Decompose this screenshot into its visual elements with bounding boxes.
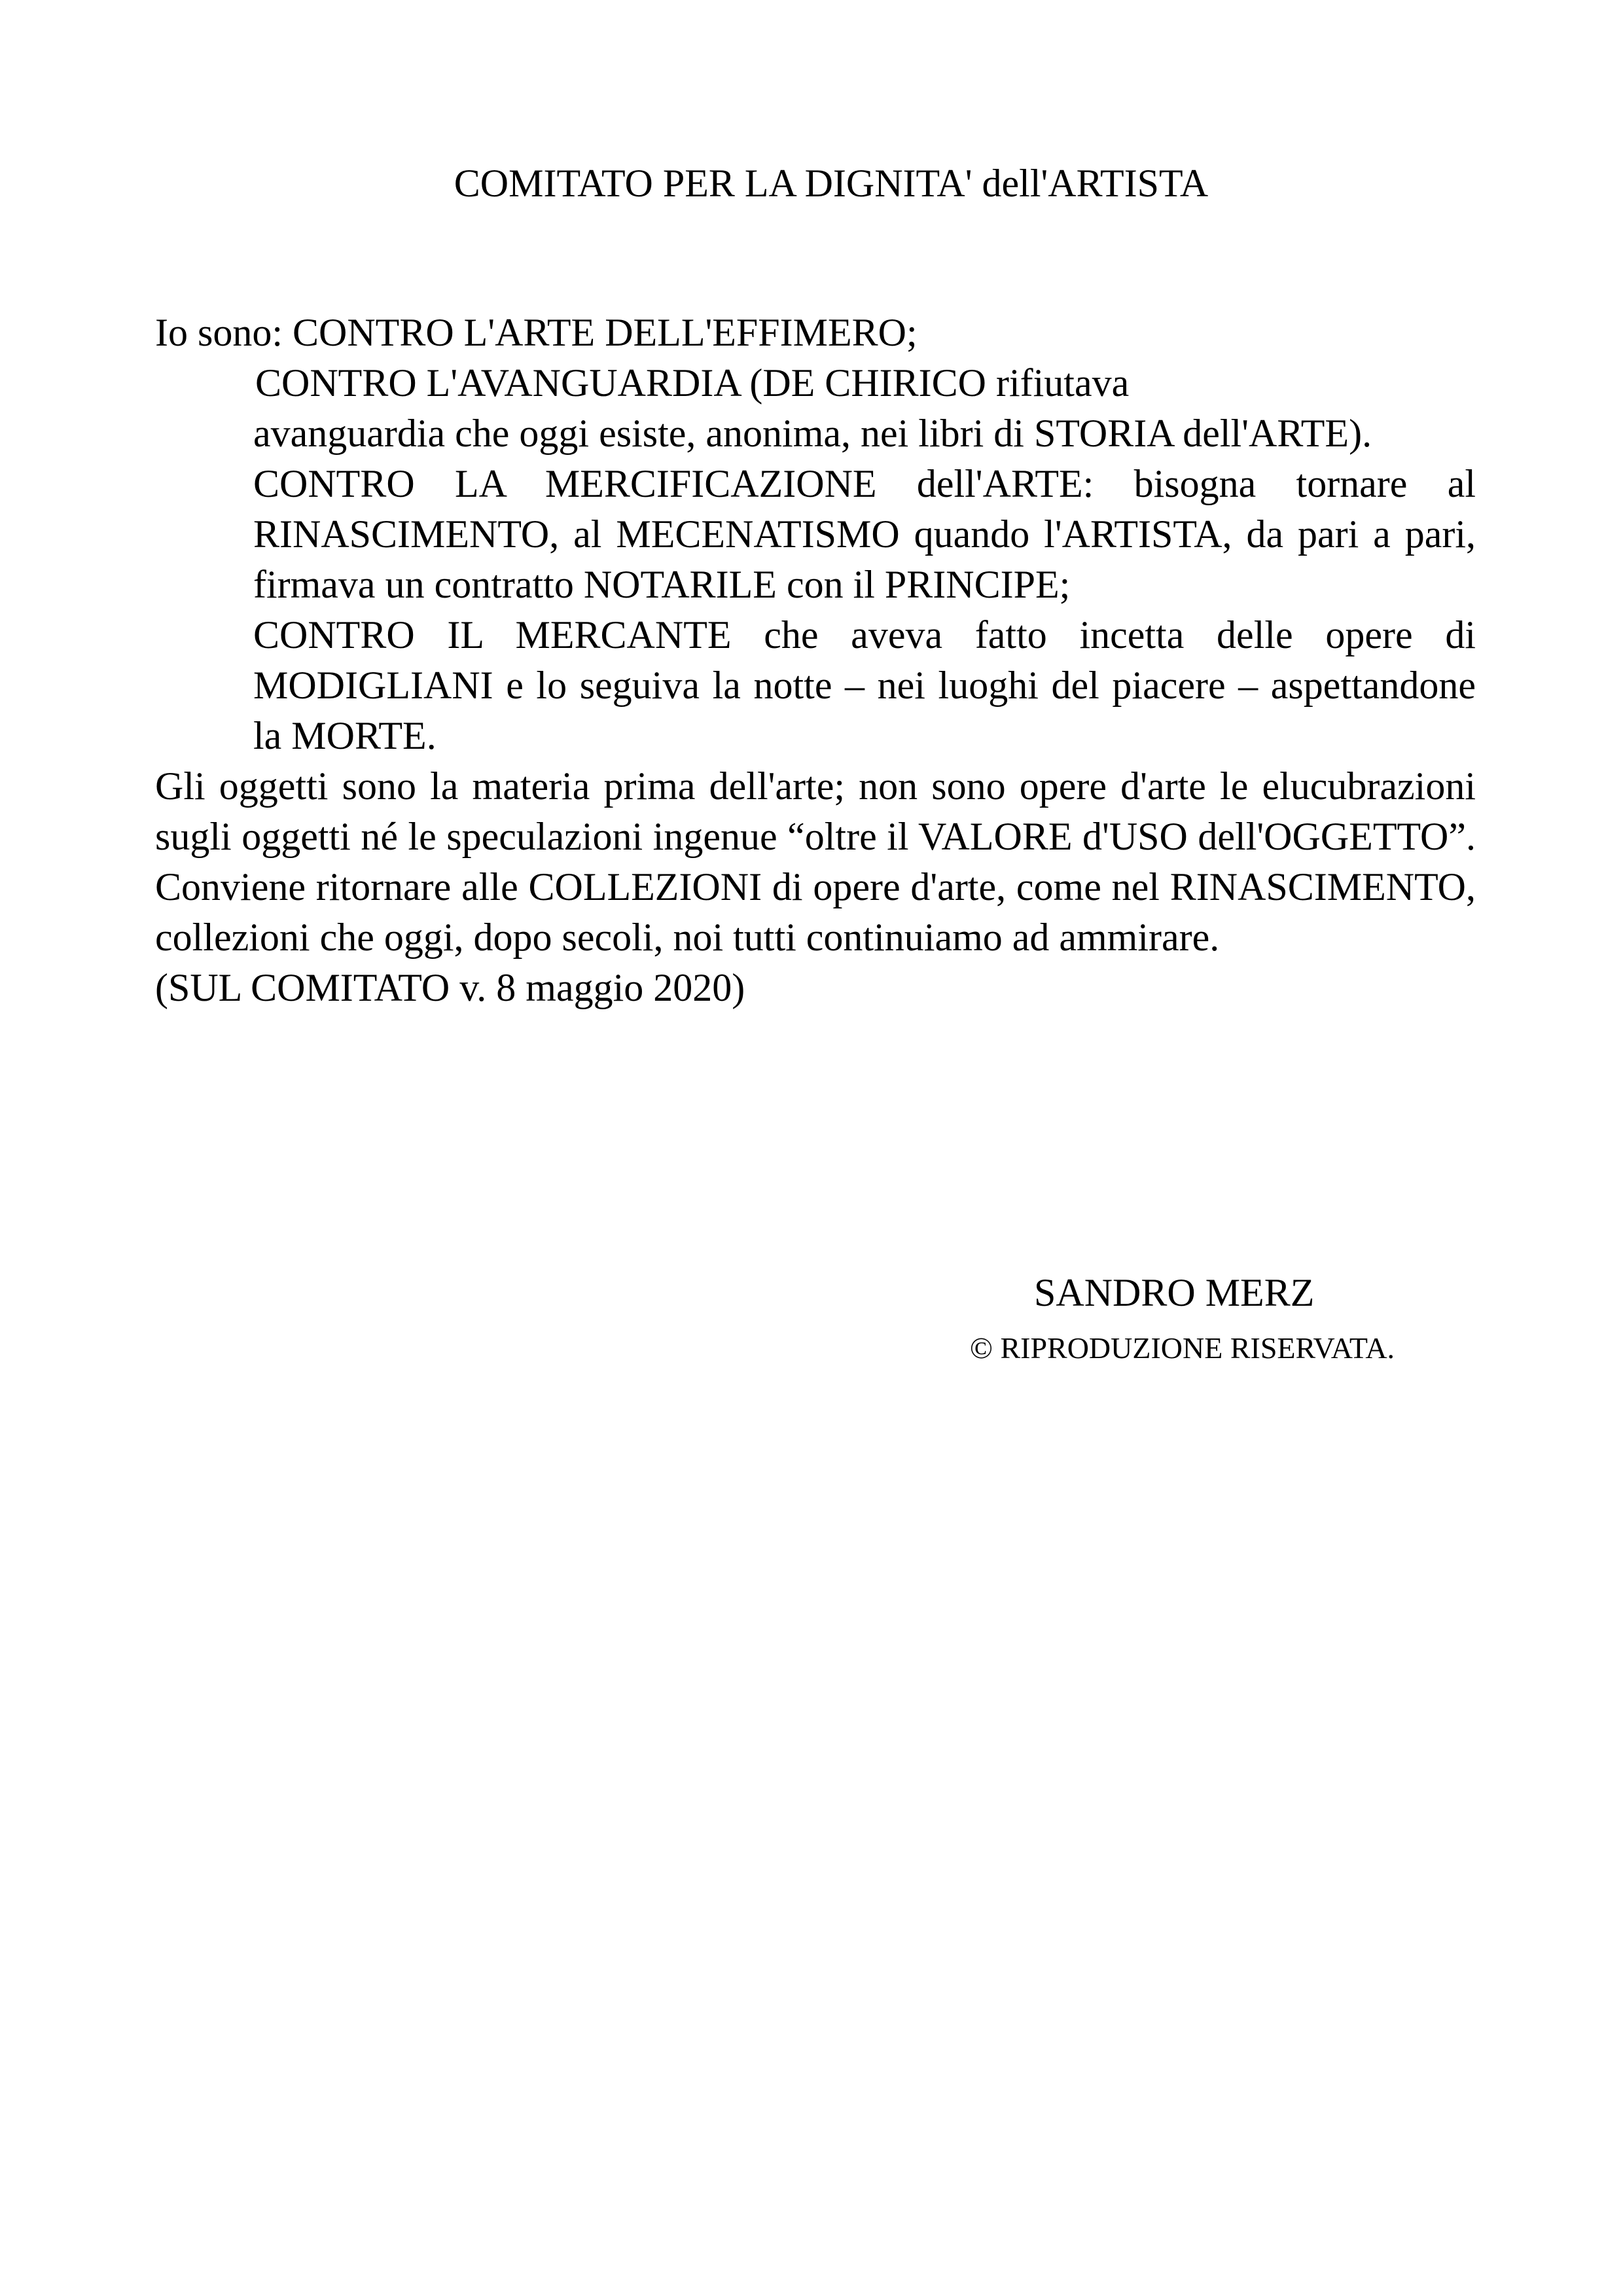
oggetti-paragraph: Gli oggetti sono la materia prima dell'arte; non sono opere d'arte le elucubrazioni sugli oggetti né le speculazioni ingenue “oltre il VALORE d'USO dell'OGGETTO”. Conviene ritornare alle COLLEZIONI di opere d'arte, come nel RINASCIMENTO, collezioni che oggi, dopo secoli, noi tutti continuiamo ad ammirare. xyxy=(155,764,1476,959)
author-signature: SANDRO MERZ xyxy=(1034,1271,1315,1314)
document-body xyxy=(155,308,1476,1013)
intro-line: Io sono: CONTRO L'ARTE DELL'EFFIMERO; xyxy=(155,311,918,354)
mercificazione-paragraph: CONTRO LA MERCIFICAZIONE dell'ARTE: bisogna tornare al RINASCIMENTO, al MECENATISMO quando l'ARTISTA, da pari a pari, firmava un contratto NOTARILE con il PRINCIPE; xyxy=(253,462,1476,606)
avanguardia-paragraph: avanguardia che oggi esiste, anonima, nei libri di STORIA dell'ARTE). xyxy=(253,412,1372,455)
document-title: COMITATO PER LA DIGNITA' dell'ARTISTA xyxy=(454,162,1209,205)
mercante-paragraph: CONTRO IL MERCANTE che aveva fatto incetta delle opere di MODIGLIANI e lo seguiva la notte – nei luoghi del piacere – aspettandone la MORTE. xyxy=(253,613,1476,757)
reference-line: (SUL COMITATO v. 8 maggio 2020) xyxy=(155,966,745,1009)
copyright-notice: © RIPRODUZIONE RISERVATA. xyxy=(970,1331,1395,1365)
avanguardia-first-line: CONTRO L'AVANGUARDIA (DE CHIRICO rifiutava xyxy=(255,361,1130,404)
